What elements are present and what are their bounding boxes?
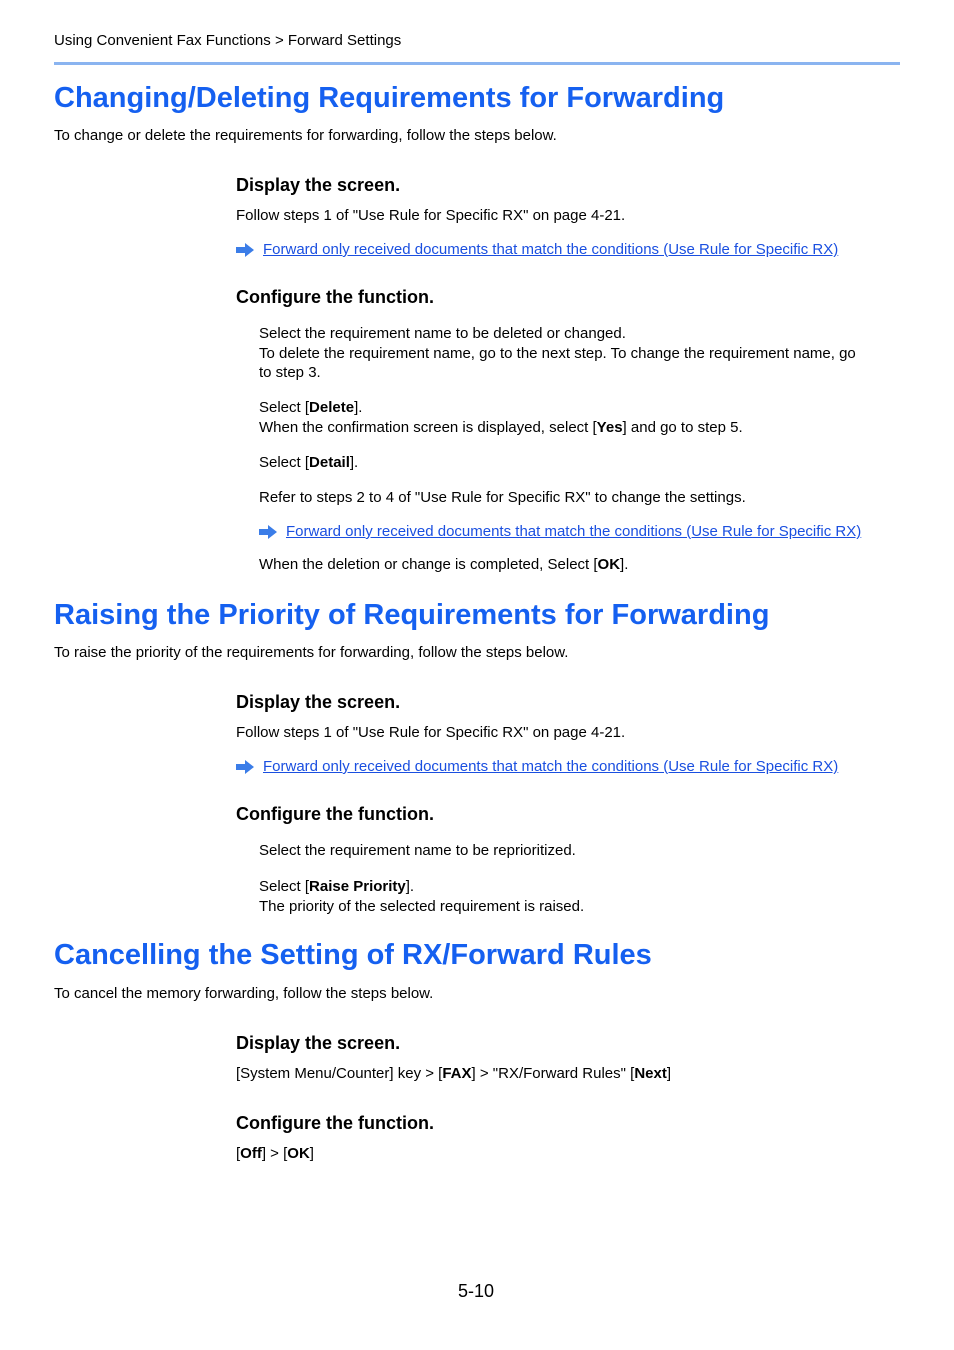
section1-sub4-link[interactable] — [259, 523, 861, 540]
page-number: 5-10 — [458, 1281, 495, 1301]
ok-key-label: OK — [597, 556, 621, 573]
section2-sub2-pre: Select [ — [259, 878, 310, 895]
section3-step2-heading: Configure the function. — [236, 1113, 434, 1133]
section2-step2-heading: Configure the function. — [236, 804, 434, 824]
section1-title: Changing/Deleting Requirements for Forwarding — [54, 82, 725, 114]
section1-sub2-pre: Select [ — [259, 399, 310, 416]
path-part-c: ] > "RX/Forward Rules" [ — [471, 1065, 635, 1082]
next-key-label: Next — [634, 1065, 667, 1082]
section1-sub1-line3: to step 3. — [259, 364, 321, 381]
section2-step1-heading: Display the screen. — [236, 692, 401, 712]
fax-key-label: FAX — [442, 1065, 472, 1082]
arrow-right-icon — [236, 760, 254, 774]
section3-step1-heading: Display the screen. — [236, 1033, 401, 1053]
path-part-e: ] — [309, 1145, 314, 1162]
section1-sub4-link-text[interactable]: Forward only received documents that match the conditions (Use Rule for Specific RX) — [286, 523, 862, 540]
section2-step1-link-text[interactable]: Forward only received documents that match the conditions (Use Rule for Specific RX) — [263, 758, 839, 775]
arrow-right-icon — [236, 243, 254, 257]
section2-sub2-post: ]. — [405, 878, 415, 895]
section1-step1-link[interactable] — [236, 241, 838, 258]
section1-sub3 — [259, 453, 358, 473]
section1-intro: To change or delete the requirements for forwarding, follow the steps below. — [54, 127, 557, 144]
section1-sub2-post: ]. — [354, 399, 363, 416]
section1-sub5 — [259, 555, 628, 575]
section2-step1-text: Follow steps 1 of "Use Rule for Specific RX" on page 4-21. — [236, 724, 626, 741]
section1-sub1-line1: Select the requirement name to be deleted or changed. — [259, 325, 626, 342]
path-part-a: [System Menu/Counter] key > [ — [236, 1065, 443, 1082]
section1-step1-text: Follow steps 1 of "Use Rule for Specific RX" on page 4-21. — [236, 207, 626, 224]
header-divider — [54, 62, 900, 65]
section1-sub1-line2: To delete the requirement name, go to the next step. To change the requirement name, go — [259, 344, 856, 362]
section3-step1-path — [236, 1064, 671, 1084]
section3-title: Cancelling the Setting of RX/Forward Rules — [54, 939, 652, 971]
off-key-label: Off — [240, 1145, 262, 1162]
yes-key-label: Yes — [596, 418, 623, 436]
section1-sub1 — [259, 324, 900, 383]
detail-key-label: Detail — [309, 454, 350, 471]
section1-sub5-post: ]. — [620, 556, 629, 573]
section1-sub2 — [259, 398, 743, 437]
breadcrumb: Using Convenient Fax Functions > Forward Settings — [54, 32, 402, 49]
section3-step2-path — [236, 1144, 314, 1164]
section1-step1-link-text[interactable]: Forward only received documents that match the conditions (Use Rule for Specific RX) — [263, 241, 839, 258]
section1-step1-heading: Display the screen. — [236, 175, 401, 195]
section1-sub3-pre: Select [ — [259, 454, 310, 471]
ok-key-label: OK — [287, 1145, 310, 1162]
section2-sub2-line2: The priority of the selected requirement is raised. — [259, 897, 585, 915]
section2-title: Raising the Priority of Requirements for Forwarding — [54, 599, 770, 631]
arrow-right-icon — [259, 525, 277, 539]
section2-intro: To raise the priority of the requirements for forwarding, follow the steps below. — [54, 644, 569, 661]
section1-sub5-pre: When the deletion or change is completed, Select [ — [259, 556, 598, 573]
section2-sub1: Select the requirement name to be reprioritized. — [259, 842, 576, 859]
section2-sub2 — [259, 877, 584, 916]
section1-sub3-post: ]. — [349, 454, 359, 471]
section1-sub2-l2-post: ] and go to step 5. — [622, 418, 743, 436]
section1-sub2-l2-pre: When the confirmation screen is displayed, select [ — [259, 418, 597, 436]
path-part-a: [ — [236, 1145, 241, 1162]
path-part-c: ] > [ — [261, 1145, 288, 1162]
section2-step1-link[interactable] — [236, 758, 838, 775]
section1-sub4-text: Refer to steps 2 to 4 of "Use Rule for Specific RX" to change the settings. — [259, 489, 746, 506]
section1-step2-heading: Configure the function. — [236, 287, 434, 307]
delete-key-label: Delete — [309, 399, 355, 416]
path-part-e: ] — [666, 1065, 671, 1082]
raise-priority-key-label: Raise Priority — [309, 878, 406, 895]
section3-intro: To cancel the memory forwarding, follow the steps below. — [54, 985, 434, 1002]
